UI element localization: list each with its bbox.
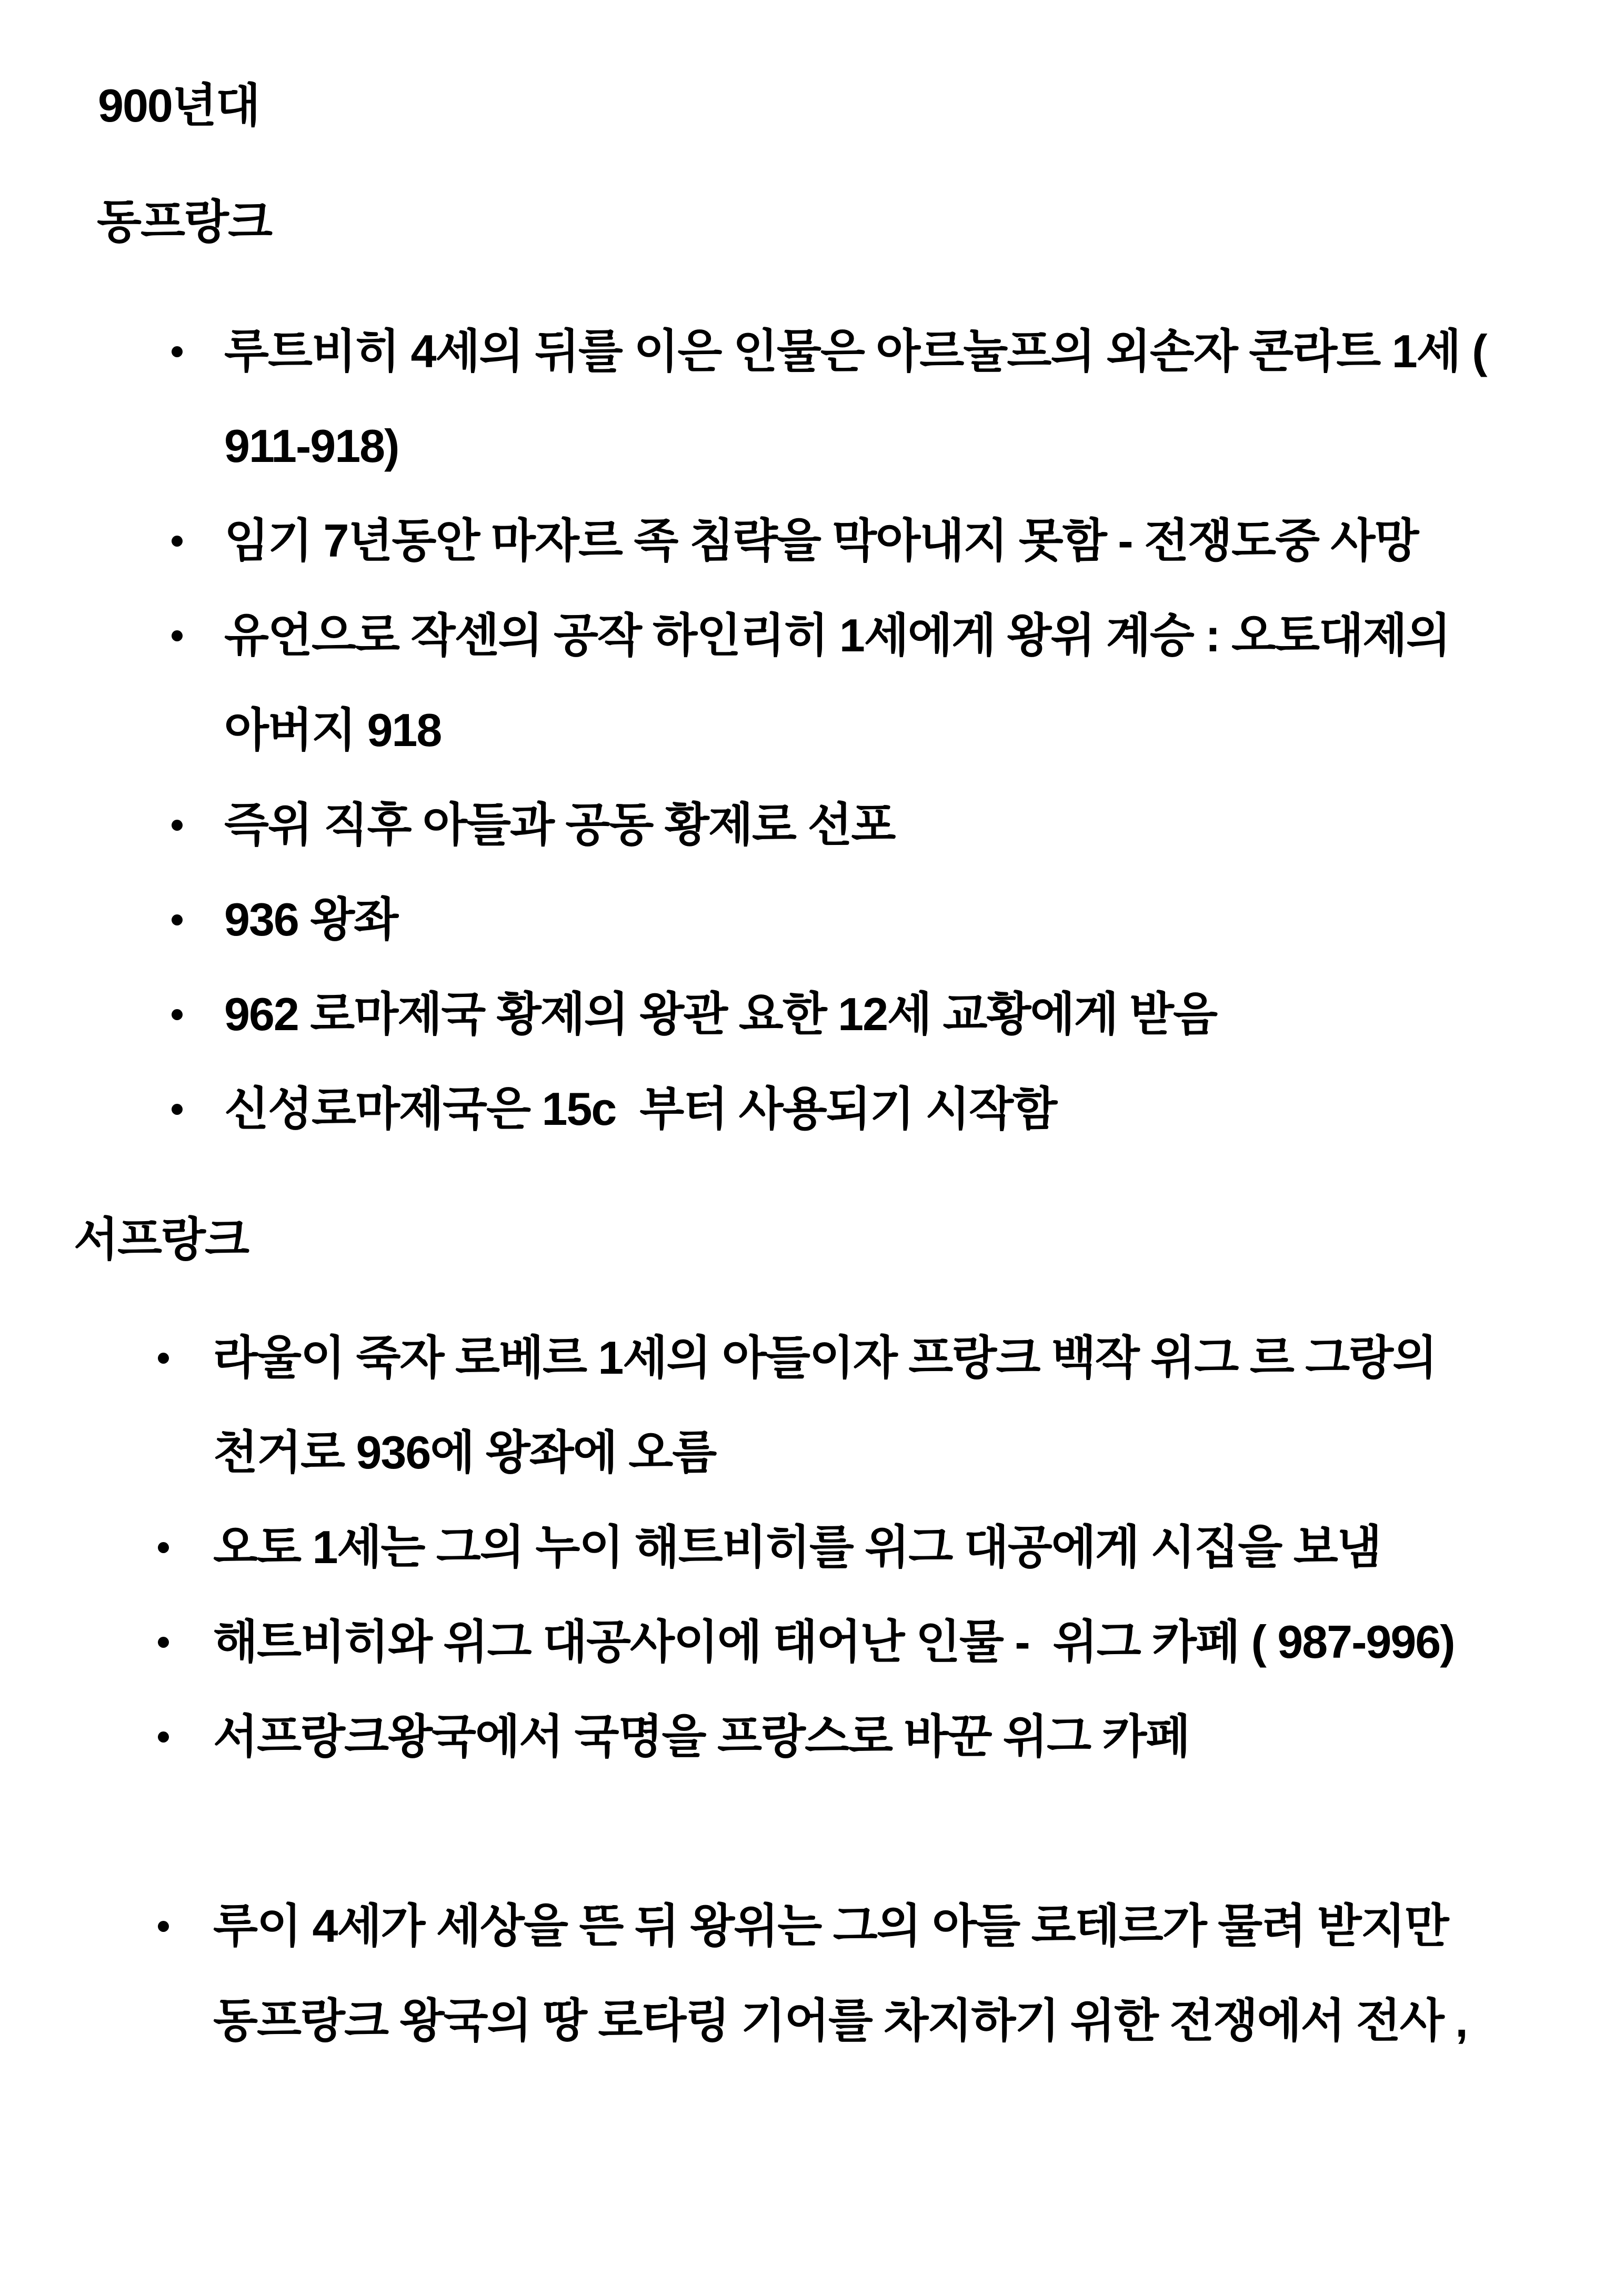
- bullet-dot-icon: [158, 1637, 169, 1648]
- list-item: [0, 967, 1558, 1062]
- bullet-dot-icon: [172, 820, 183, 831]
- list-item: [0, 588, 1558, 778]
- section-east-francia: [0, 174, 1624, 1156]
- bullet-dot-icon: [158, 1921, 169, 1932]
- list-item: [0, 1062, 1558, 1156]
- bullet-dot-icon: [172, 536, 183, 547]
- list-item-text: 루트비히 4세의 뒤를 이은 인물은 아르눌프의 외손자 콘라트 1세 ( 911-918): [224, 325, 1498, 472]
- list-item-text: 루이 4세가 세상을 뜬 뒤 왕위는 그의 아들 로테르가 물려 받지만 동프랑크 왕국의 땅 로타링 기어를 차지하기 위한 전쟁에서 전사 ,: [213, 1900, 1467, 2047]
- section-heading-east-francia: 동프랑크: [97, 196, 272, 248]
- list-item: [0, 1879, 1558, 2068]
- list-item: [0, 1595, 1558, 1689]
- bullet-dot-icon: [158, 1542, 169, 1553]
- section-west-francia: [0, 1192, 1624, 2068]
- list-item-text: 임기 7년동안 마자르 족 침략을 막아내지 못함 - 전쟁도중 사망: [224, 515, 1418, 567]
- list-item-text: 962 로마제국 황제의 왕관 요한 12세 교황에게 받음: [224, 988, 1217, 1040]
- page-title: 900년대: [98, 79, 259, 132]
- list-item: [0, 1311, 1558, 1500]
- list-item-text: 서프랑크왕국에서 국명을 프랑스로 바꾼 위그 카페: [213, 1710, 1190, 1763]
- bullet-dot-icon: [172, 1009, 183, 1020]
- list-item-text: 해트비히와 위그 대공사이에 태어난 인물 - 위그 카페 ( 987-996): [213, 1616, 1455, 1668]
- bullet-dot-icon: [158, 1731, 169, 1743]
- list-item: [0, 778, 1558, 872]
- bullet-dot-icon: [158, 1353, 169, 1364]
- bullet-list-east-francia: [0, 304, 1624, 1156]
- bullet-list-west-francia: [0, 1311, 1624, 2068]
- list-item: [0, 872, 1558, 967]
- list-item-text: 936 왕좌: [224, 893, 398, 945]
- blank-line: [0, 1784, 1345, 1879]
- list-item-text: 유언으로 작센의 공작 하인리히 1세에게 왕위 계승 : 오토대제의 아버지 918: [224, 609, 1462, 756]
- list-item: [0, 1689, 1558, 1784]
- bullet-dot-icon: [172, 346, 183, 357]
- list-item-text: 즉위 직후 아들과 공동 황제로 선포: [224, 799, 895, 851]
- bullet-dot-icon: [172, 914, 183, 925]
- list-item: [0, 304, 1558, 494]
- list-item-text: 라울이 죽자 로베르 1세의 아들이자 프랑크 백작 위그 르 그랑의 천거로 936에 왕좌에 오름: [213, 1332, 1448, 1478]
- bullet-dot-icon: [172, 1104, 183, 1115]
- list-item-text: 신성로마제국은 15c 부터 사용되기 시작함: [224, 1083, 1057, 1135]
- section-heading-west-francia: 서프랑크: [74, 1213, 249, 1265]
- list-item: [0, 1500, 1558, 1595]
- bullet-dot-icon: [172, 630, 183, 641]
- list-item-text: 오토 1세는 그의 누이 해트비히를 위그 대공에게 시집을 보냄: [213, 1521, 1381, 1573]
- list-item: [0, 494, 1558, 588]
